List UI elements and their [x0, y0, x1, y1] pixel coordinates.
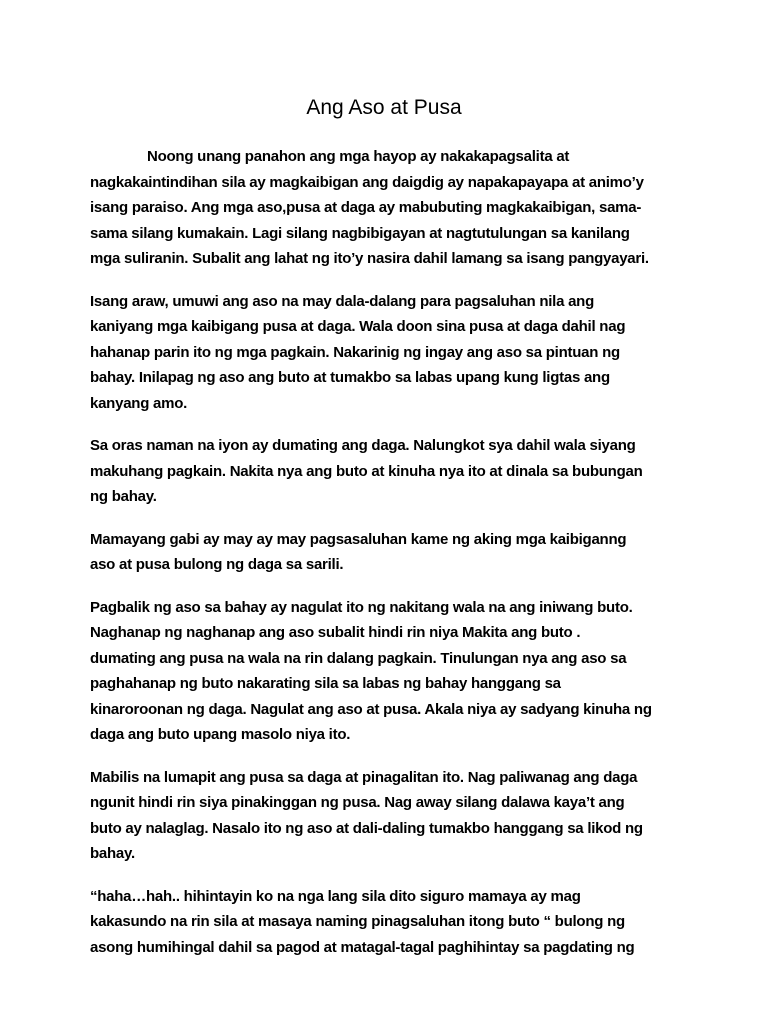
text-line: aso at pusa bulong ng daga sa sarili.: [90, 556, 344, 573]
text-line: Pagbalik ng aso sa bahay ay nagulat ito ng nakitang wala na ang iniwang buto.: [90, 598, 633, 616]
text-line: paghahanap ng buto nakarating sila sa labas ng bahay hanggang sa: [90, 675, 561, 692]
text-line: bahay.: [90, 845, 135, 862]
paragraph-1: [90, 144, 690, 272]
text-line: dumating ang pusa na wala na rin dalang pagkain. Tinulungan nya ang aso sa: [90, 649, 627, 667]
text-line: Noong unang panahon ang mga hayop ay nakakapagsalita at: [147, 148, 570, 165]
text-line: daga ang buto upang masolo niya ito.: [90, 726, 351, 743]
text-line: nagkakaintindihan sila ay magkaibigan ang daigdig ay napakapayapa at animo’y: [90, 173, 644, 191]
paragraph-5: [90, 595, 690, 748]
text-line: kanyang amo.: [90, 394, 188, 412]
paragraph-7: [90, 884, 690, 961]
text-line: “haha…hah.. hihintayin ko na nga lang sila dito siguro mamaya ay mag: [90, 887, 581, 905]
paragraph-6: [90, 765, 690, 867]
text-line: Mamayang gabi ay may ay may pagsasaluhan kame ng aking mga kaibiganng: [90, 530, 627, 548]
text-line: hahanap parin ito ng mga pagkain. Nakarinig ng ingay ang aso sa pintuan ng: [90, 343, 620, 361]
paragraph-2: [90, 289, 690, 417]
text-line: asong humihingal dahil sa pagod at matagal-tagal paghihintay sa pagdating ng: [90, 938, 635, 956]
text-line: bahay. Inilapag ng aso ang buto at tumakbo sa labas upang kung ligtas ang: [90, 369, 610, 386]
text-line: Mabilis na lumapit ang pusa sa daga at pinagalitan ito. Nag paliwanag ang daga: [90, 768, 638, 786]
text-line: Isang araw, umuwi ang aso na may dala-dalang para pagsaluhan nila ang: [90, 292, 594, 310]
paragraph-3: [90, 433, 690, 510]
text-line: kinaroroonan ng daga. Nagulat ang aso at pusa. Akala niya ay sadyang kinuha ng: [90, 700, 652, 718]
text-line: ngunit hindi rin siya pinakinggan ng pusa. Nag away silang dalawa kaya’t ang: [90, 794, 625, 811]
text-line: buto ay nalaglag. Nasalo ito ng aso at dali-daling tumakbo hanggang sa likod ng: [90, 819, 643, 837]
text-line: isang paraiso. Ang mga aso,pusa at daga ay mabubuting magkakaibigan, sama-: [90, 199, 642, 216]
paragraph-4: [90, 527, 690, 578]
text-line: sama silang kumakain. Lagi silang nagbibigayan at nagtutulungan sa kanilang: [90, 224, 630, 242]
text-line: mga suliranin. Subalit ang lahat ng ito’y nasira dahil lamang sa isang pangyayari.: [90, 250, 649, 267]
document-body: [90, 144, 690, 977]
text-line: kaniyang mga kaibigang pusa at daga. Wala doon sina pusa at daga dahil nag: [90, 318, 626, 335]
text-line: kakasundo na rin sila at masaya naming pinagsaluhan itong buto “ bulong ng: [90, 913, 625, 930]
text-line: ng bahay.: [90, 488, 157, 505]
text-line: Sa oras naman na iyon ay dumating ang daga. Nalungkot sya dahil wala siyang: [90, 437, 636, 454]
text-line: makuhang pagkain. Nakita nya ang buto at kinuha nya ito at dinala sa bubungan: [90, 462, 643, 480]
document-title: Ang Aso at Pusa: [306, 96, 462, 119]
text-line: Naghanap ng naghanap ang aso subalit hindi rin niya Makita ang buto .: [90, 624, 581, 641]
